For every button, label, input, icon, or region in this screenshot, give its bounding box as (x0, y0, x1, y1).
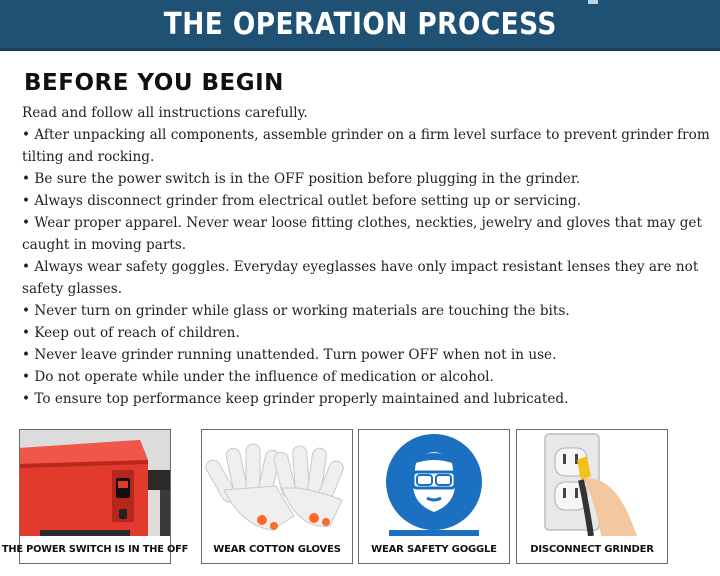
instruction-item: • Never leave grinder running unattended. Turn power OFF when not in use. (22, 344, 712, 366)
safety-goggle-icon (359, 430, 509, 536)
card-caption: WEAR COTTON GLOVES (202, 536, 352, 563)
card-caption: DISCONNECT GRINDER (517, 536, 667, 563)
instructions-text (22, 102, 712, 410)
power-plug-icon (517, 430, 667, 536)
banner-notch (588, 0, 598, 4)
instruction-item: • To ensure top performance keep grinder properly maintained and lubricated. (22, 388, 712, 410)
instruction-item: • Do not operate while under the influence of medication or alcohol. (22, 366, 712, 388)
cotton-gloves-icon (202, 430, 352, 536)
title-banner (0, 0, 720, 48)
card-disconnect-grinder (516, 429, 668, 564)
safety-cards (1, 429, 669, 564)
card-power-switch (1, 429, 189, 564)
power-switch-icon (20, 430, 170, 536)
instructions-intro: Read and follow all instructions carefully. (22, 105, 308, 121)
page-title: THE OPERATION PROCESS (163, 6, 557, 42)
instruction-item: • Wear proper apparel. Never wear loose fitting clothes, neckties, jewelry and gloves that may get caught in moving parts. (22, 212, 712, 256)
instruction-item: • Keep out of reach of children. (22, 322, 712, 344)
section-heading: BEFORE YOU BEGIN (24, 70, 284, 96)
instruction-item: • Be sure the power switch is in the OFF position before plugging in the grinder. (22, 168, 712, 190)
card-safety-goggle (358, 429, 510, 564)
instruction-item: • Always wear safety goggles. Everyday eyeglasses have only impact resistant lenses they are not safety glasses. (22, 256, 712, 300)
instruction-item: • Never turn on grinder while glass or working materials are touching the bits. (22, 300, 712, 322)
card-cotton-gloves (201, 429, 353, 564)
instruction-item: • After unpacking all components, assemble grinder on a firm level surface to prevent grinder from tilting and rocking. (22, 124, 712, 168)
card-caption: THE POWER SWITCH IS IN THE OFF (22, 536, 169, 563)
instruction-item: • Always disconnect grinder from electrical outlet before setting up or servicing. (22, 190, 712, 212)
card-caption: WEAR SAFETY GOGGLE (359, 536, 509, 563)
